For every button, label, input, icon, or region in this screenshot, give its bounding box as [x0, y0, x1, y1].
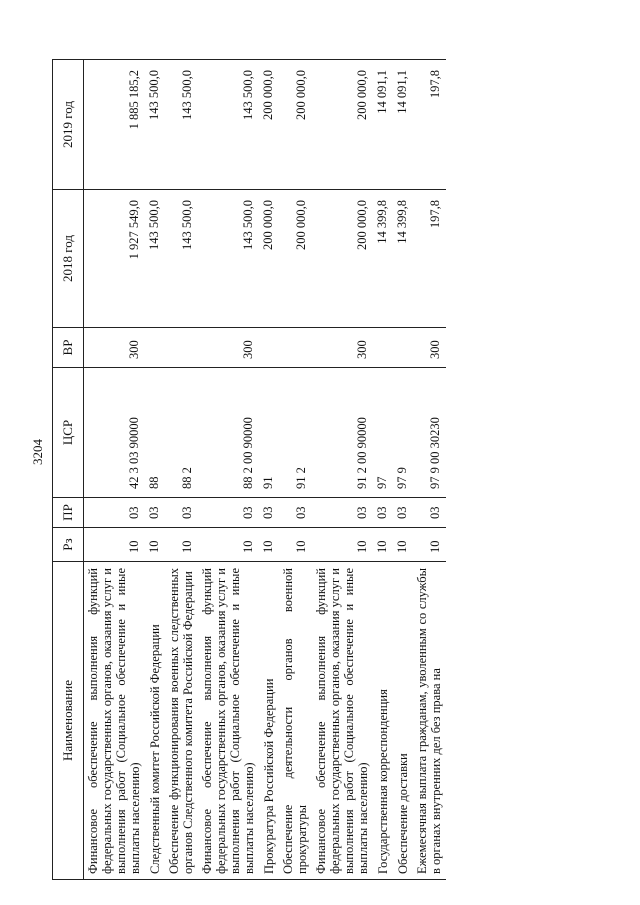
row-rz: 10	[259, 528, 279, 562]
row-name: Ежемесячная выплата гражданам, уволенным со службы в органах внутренних дел без права на	[413, 562, 446, 880]
row-pr: 03	[84, 498, 146, 528]
table-row	[393, 60, 413, 880]
header-csr: ЦСР	[53, 368, 84, 498]
row-name: Финансовое обеспечение выполнения функций федеральных государственных органов, оказания услуг и выполнения работ (Социальное обеспечение и иные выплаты населению)	[198, 562, 259, 880]
row-name: Финансовое обеспечение выполнения функций федеральных государственных органов, оказания услуг и выполнения работ (Социальное обеспечение и иные выплаты населению)	[84, 562, 146, 880]
row-2018: 14 399,8	[393, 190, 413, 328]
table-row	[198, 60, 259, 880]
row-rz: 10	[165, 528, 198, 562]
row-pr: 03	[373, 498, 393, 528]
row-name: Обеспечение функционирования военных следственных органов Следственного комитета Российской Федерации	[165, 562, 198, 880]
row-vr	[145, 328, 165, 368]
row-pr: 03	[145, 498, 165, 528]
row-csr: 91	[259, 368, 279, 498]
row-name: Государственная корреспонденция	[373, 562, 393, 880]
row-rz: 10	[393, 528, 413, 562]
table-header-row	[53, 60, 84, 880]
row-2019: 14 091,1	[393, 60, 413, 190]
table-row	[279, 60, 312, 880]
header-vr: ВР	[53, 328, 84, 368]
row-2019: 143 500,0	[145, 60, 165, 190]
row-2018: 200 000,0	[259, 190, 279, 328]
header-rz: Рз	[53, 528, 84, 562]
header-2019: 2019 год	[53, 60, 84, 190]
row-rz: 10	[373, 528, 393, 562]
row-rz: 10	[413, 528, 446, 562]
row-name: Прокуратура Российской Федерации	[259, 562, 279, 880]
row-csr: 88	[145, 368, 165, 498]
row-2018: 143 500,0	[198, 190, 259, 328]
row-name: Обеспечение доставки	[393, 562, 413, 880]
budget-table	[52, 59, 446, 880]
page-number: 3204	[30, 439, 45, 465]
row-rz: 10	[312, 528, 373, 562]
row-rz: 10	[279, 528, 312, 562]
table-row	[259, 60, 279, 880]
row-csr: 91 2	[279, 368, 312, 498]
row-pr: 03	[393, 498, 413, 528]
row-vr: 300	[198, 328, 259, 368]
row-rz: 10	[84, 528, 146, 562]
row-2018: 200 000,0	[312, 190, 373, 328]
row-pr: 03	[279, 498, 312, 528]
row-2018: 143 500,0	[145, 190, 165, 328]
table-row	[145, 60, 165, 880]
row-2019: 200 000,0	[312, 60, 373, 190]
row-2019: 200 000,0	[279, 60, 312, 190]
row-csr: 88 2	[165, 368, 198, 498]
row-name: Следственный комитет Российской Федерации	[145, 562, 165, 880]
table-row	[165, 60, 198, 880]
row-pr: 03	[413, 498, 446, 528]
header-name: Наименование	[53, 562, 84, 880]
row-pr: 03	[198, 498, 259, 528]
row-2018: 200 000,0	[279, 190, 312, 328]
rotated-page	[52, 60, 598, 880]
row-2018: 14 399,8	[373, 190, 393, 328]
row-csr: 97 9	[393, 368, 413, 498]
row-csr: 91 2 00 90000	[312, 368, 373, 498]
row-csr: 88 2 00 90000	[198, 368, 259, 498]
row-csr: 97	[373, 368, 393, 498]
header-2018: 2018 год	[53, 190, 84, 328]
row-pr: 03	[259, 498, 279, 528]
table-row	[373, 60, 393, 880]
row-2019: 143 500,0	[165, 60, 198, 190]
row-pr: 03	[312, 498, 373, 528]
row-2019: 14 091,1	[373, 60, 393, 190]
table-row	[312, 60, 373, 880]
table-row	[84, 60, 146, 880]
row-vr	[259, 328, 279, 368]
row-csr: 97 9 00 30230	[413, 368, 446, 498]
row-vr	[393, 328, 413, 368]
row-pr: 03	[165, 498, 198, 528]
table-row	[413, 60, 446, 880]
row-vr: 300	[84, 328, 146, 368]
row-vr: 300	[413, 328, 446, 368]
header-pr: ПР	[53, 498, 84, 528]
row-rz: 10	[145, 528, 165, 562]
row-2018: 1 927 549,0	[84, 190, 146, 328]
row-vr: 300	[312, 328, 373, 368]
row-name: Обеспечение деятельности органов военной прокуратуры	[279, 562, 312, 880]
row-vr	[373, 328, 393, 368]
row-rz: 10	[198, 528, 259, 562]
row-vr	[279, 328, 312, 368]
row-2019: 1 885 185,2	[84, 60, 146, 190]
row-vr	[165, 328, 198, 368]
row-2019: 197,8	[413, 60, 446, 190]
row-2019: 143 500,0	[198, 60, 259, 190]
row-2018: 197,8	[413, 190, 446, 328]
row-csr: 42 3 03 90000	[84, 368, 146, 498]
row-2019: 200 000,0	[259, 60, 279, 190]
row-name: Финансовое обеспечение выполнения функций федеральных государственных органов, оказания услуг и выполнения работ (Социальное обеспечение и иные выплаты населению)	[312, 562, 373, 880]
row-2018: 143 500,0	[165, 190, 198, 328]
